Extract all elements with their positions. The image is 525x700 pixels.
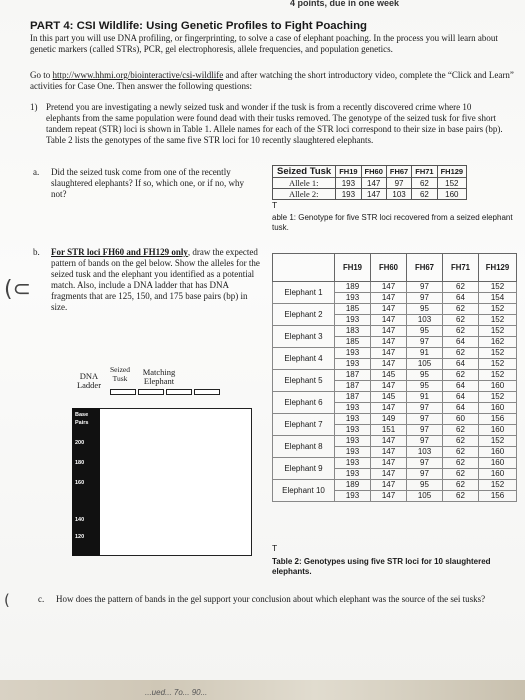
genotype-cell: 189 <box>335 282 371 293</box>
genotype-cell: 147 <box>371 381 407 392</box>
genotype-cell: 97 <box>407 436 443 447</box>
genotype-cell: 147 <box>371 326 407 337</box>
genotype-cell: 62 <box>443 326 479 337</box>
table-2-caption: Table 2: Genotypes using five STR loci for 10 slaughtered elephants. <box>272 557 491 576</box>
footer-text: ...ued... 7o... 90... <box>145 688 208 697</box>
question-c-label: c. <box>38 594 45 604</box>
header-stub: 4 points, due in one week <box>290 0 400 8</box>
gel-header-ladder: DNA Ladder <box>76 371 102 390</box>
genotype-cell: 62 <box>443 282 479 293</box>
seized-tusk-corner: Seized Tusk <box>273 166 336 178</box>
genotype-cell: 187 <box>335 392 371 403</box>
genotype-cell: 145 <box>371 392 407 403</box>
genotype-cell: 160 <box>479 458 517 469</box>
t1-cell: 97 <box>386 178 411 189</box>
question-b-text: , draw the expected pattern of bands on the gel below. Show the alleles for the seized tusk and the elephant you identified as a potential match. Also, include a DNA ladder that has DNA fragments that are 125, 150, and 175 base pairs (bp) in size. <box>51 247 260 312</box>
genotype-cell: 147 <box>371 315 407 326</box>
genotype-cell: 64 <box>443 392 479 403</box>
elephant-name: Elephant 3 <box>273 326 335 348</box>
genotype-cell: 193 <box>335 414 371 425</box>
t1-cell: 193 <box>336 189 361 200</box>
t1-cell: 62 <box>412 189 437 200</box>
genotype-cell: 152 <box>479 315 517 326</box>
genotype-cell: 91 <box>407 392 443 403</box>
t1-cell: 103 <box>386 189 411 200</box>
genotype-cell: 62 <box>443 370 479 381</box>
genotype-cell: 97 <box>407 458 443 469</box>
t1-cell: 160 <box>437 189 467 200</box>
genotype-cell: 193 <box>335 315 371 326</box>
genotype-cell: 62 <box>443 436 479 447</box>
margin-bracket-mark: (⊂ <box>4 277 32 302</box>
genotype-cell: 162 <box>479 337 517 348</box>
genotype-cell: 187 <box>335 370 371 381</box>
genotype-cell: 147 <box>371 293 407 304</box>
genotype-cell: 152 <box>479 436 517 447</box>
genotype-cell: 95 <box>407 304 443 315</box>
table-1-caption-t: T <box>272 200 278 210</box>
margin-bracket-mark: ( <box>4 591 10 609</box>
genotype-cell: 97 <box>407 414 443 425</box>
elephant-name: Elephant 8 <box>273 436 335 458</box>
biointeractive-link[interactable]: http://www.hhmi.org/biointeractive/csi-wildlife <box>52 70 224 80</box>
genotype-cell: 193 <box>335 447 371 458</box>
goto-suffix: and after watching the short introductory video, complete the “Click and Learn” activities for Case One. Then answer the following questions: <box>30 70 514 91</box>
genotype-cell: 62 <box>443 458 479 469</box>
seized-tusk-table <box>272 165 467 200</box>
genotype-cell: 103 <box>407 447 443 458</box>
genotype-cell: 97 <box>407 469 443 480</box>
ladder-tick: 160 <box>75 480 85 486</box>
gel-well <box>138 389 164 395</box>
genotype-cell: 147 <box>371 348 407 359</box>
goto-paragraph <box>30 70 515 92</box>
genotype-cell: 156 <box>479 491 517 502</box>
genotype-cell: 152 <box>479 282 517 293</box>
genotype-cell: 64 <box>443 403 479 414</box>
elephant-name: Elephant 6 <box>273 392 335 414</box>
genotype-cell: 62 <box>443 425 479 436</box>
genotype-corner <box>273 254 335 282</box>
genotype-cell: 97 <box>407 403 443 414</box>
genotype-cell: 147 <box>371 359 407 370</box>
table-row <box>273 189 467 200</box>
genotype-cell: 62 <box>443 469 479 480</box>
allele-2-label: Allele 2: <box>273 189 336 200</box>
genotype-cell: 151 <box>371 425 407 436</box>
genotype-cell: 160 <box>479 469 517 480</box>
ladder-tick: 140 <box>75 517 85 523</box>
intro-paragraph: In this part you will use DNA profiling, or fingerprinting, to solve a case of elephant poaching. In the process you will learn about genetic markers (called STRs), PCR, gel electrophoresis, allele frequencies, and population genetics. <box>30 33 498 54</box>
genotype-cell: 193 <box>335 359 371 370</box>
elephant-name: Elephant 4 <box>273 348 335 370</box>
table-row <box>273 414 517 425</box>
genotype-cell: 60 <box>443 414 479 425</box>
table-row <box>273 370 517 381</box>
t1-header: FH129 <box>437 166 467 178</box>
genotype-cell: 152 <box>479 480 517 491</box>
genotype-cell: 147 <box>371 337 407 348</box>
genotype-cell: 152 <box>479 359 517 370</box>
t1-cell: 147 <box>361 189 386 200</box>
t2-header: FH60 <box>371 254 407 282</box>
genotype-cell: 64 <box>443 381 479 392</box>
question-1-text: Pretend you are investigating a newly seized tusk and wonder if the tusk is from a recently discovered crime where 10 elephants from the same population were found dead with their tusks removed. The genotype of the seized tusk for five short tandem repeat (STR) loci is shown in Table 1. Allele names for each of the STR loci correspond to their size in base pairs (bp). Table 2 lists the genotypes of the same five STR loci for 10 recently slaughtered elephants. <box>46 102 503 145</box>
t1-header: FH19 <box>336 166 361 178</box>
t1-header: FH60 <box>361 166 386 178</box>
genotype-cell: 62 <box>443 447 479 458</box>
ladder-tick: 120 <box>75 534 85 540</box>
gel-well <box>166 389 192 395</box>
genotype-cell: 193 <box>335 348 371 359</box>
genotype-cell: 160 <box>479 425 517 436</box>
genotype-cell: 183 <box>335 326 371 337</box>
genotype-cell: 193 <box>335 436 371 447</box>
genotype-cell: 152 <box>479 326 517 337</box>
table-row <box>273 326 517 337</box>
genotype-cell: 193 <box>335 491 371 502</box>
table-row <box>273 304 517 315</box>
genotype-cell: 189 <box>335 480 371 491</box>
genotype-cell: 193 <box>335 469 371 480</box>
ladder-tick: 180 <box>75 460 85 466</box>
gel-header-matching-elephant: Matching Elephant <box>142 367 176 386</box>
ladder-pairs-label: Pairs <box>75 420 89 426</box>
question-1-number: 1) <box>30 102 38 112</box>
genotype-cell: 147 <box>371 491 407 502</box>
goto-prefix: Go to <box>30 70 53 80</box>
genotype-cell: 95 <box>407 326 443 337</box>
table-2-caption-t: T <box>272 543 278 553</box>
t1-cell: 193 <box>336 178 361 189</box>
genotype-cell: 97 <box>407 425 443 436</box>
genotype-cell: 185 <box>335 337 371 348</box>
seized-tusk-header-row <box>273 166 467 178</box>
genotype-cell: 62 <box>443 315 479 326</box>
genotype-cell: 185 <box>335 304 371 315</box>
question-b-label: b. <box>33 247 40 257</box>
genotype-cell: 147 <box>371 480 407 491</box>
table-row <box>273 458 517 469</box>
genotype-cell: 62 <box>443 304 479 315</box>
genotype-cell: 147 <box>371 282 407 293</box>
genotype-cell: 147 <box>371 403 407 414</box>
genotype-cell: 62 <box>443 491 479 502</box>
t1-header: FH71 <box>412 166 437 178</box>
t1-header: FH67 <box>386 166 411 178</box>
genotype-body <box>273 282 517 502</box>
table-row <box>273 392 517 403</box>
genotype-cell: 147 <box>371 304 407 315</box>
genotype-cell: 147 <box>371 469 407 480</box>
genotype-cell: 105 <box>407 359 443 370</box>
genotype-cell: 95 <box>407 381 443 392</box>
genotype-cell: 95 <box>407 480 443 491</box>
genotype-cell: 147 <box>371 447 407 458</box>
genotype-cell: 97 <box>407 337 443 348</box>
ladder-base-label: Base <box>75 412 89 418</box>
t1-cell: 62 <box>412 178 437 189</box>
genotype-cell: 160 <box>479 447 517 458</box>
genotype-cell: 152 <box>479 370 517 381</box>
table-row <box>273 178 467 189</box>
genotype-cell: 147 <box>371 436 407 447</box>
genotype-cell: 64 <box>443 359 479 370</box>
genotype-cell: 64 <box>443 337 479 348</box>
genotype-cell: 147 <box>371 458 407 469</box>
allele-1-label: Allele 1: <box>273 178 336 189</box>
genotype-cell: 149 <box>371 414 407 425</box>
elephant-name: Elephant 9 <box>273 458 335 480</box>
genotype-cell: 103 <box>407 315 443 326</box>
gel-well <box>194 389 220 395</box>
genotype-cell: 152 <box>479 392 517 403</box>
table-row <box>273 282 517 293</box>
elephant-name: Elephant 7 <box>273 414 335 436</box>
genotype-cell: 152 <box>479 304 517 315</box>
genotype-cell: 187 <box>335 381 371 392</box>
t2-header: FH19 <box>335 254 371 282</box>
t1-cell: 147 <box>361 178 386 189</box>
genotype-cell: 62 <box>443 348 479 359</box>
page-title: PART 4: CSI Wildlife: Using Genetic Profiles to Fight Poaching <box>30 20 367 32</box>
t2-header: FH129 <box>479 254 517 282</box>
genotype-cell: 62 <box>443 480 479 491</box>
genotype-cell: 97 <box>407 282 443 293</box>
ladder-tick: 200 <box>75 440 85 446</box>
genotype-cell: 145 <box>371 370 407 381</box>
question-a-text: Did the seized tusk come from one of the recently slaughtered elephants? If so, which one, or if no, why not? <box>51 167 244 199</box>
gel-header-seized-tusk: Seized Tusk <box>110 365 130 383</box>
genotype-header-row <box>273 254 517 282</box>
genotype-cell: 95 <box>407 370 443 381</box>
question-b-underlined: For STR loci FH60 and FH129 only <box>51 247 188 257</box>
genotype-cell: 152 <box>479 348 517 359</box>
photo-bottom-strip <box>0 680 525 700</box>
genotype-cell: 193 <box>335 458 371 469</box>
elephant-name: Elephant 1 <box>273 282 335 304</box>
genotype-cell: 193 <box>335 425 371 436</box>
question-a-label: a. <box>33 167 40 177</box>
genotype-cell: 154 <box>479 293 517 304</box>
question-c-text: How does the pattern of bands in the gel support your conclusion about which elephant was the source of the sei tusks? <box>56 594 486 604</box>
elephant-name: Elephant 5 <box>273 370 335 392</box>
genotype-cell: 91 <box>407 348 443 359</box>
t2-header: FH71 <box>443 254 479 282</box>
genotype-cell: 156 <box>479 414 517 425</box>
table-row <box>273 480 517 491</box>
genotype-cell: 160 <box>479 381 517 392</box>
gel-well <box>110 389 136 395</box>
elephant-genotype-table <box>272 253 517 502</box>
genotype-cell: 64 <box>443 293 479 304</box>
genotype-cell: 193 <box>335 403 371 414</box>
elephant-name: Elephant 2 <box>273 304 335 326</box>
table-row <box>273 436 517 447</box>
t1-cell: 152 <box>437 178 467 189</box>
genotype-cell: 97 <box>407 293 443 304</box>
elephant-name: Elephant 10 <box>273 480 335 502</box>
genotype-cell: 105 <box>407 491 443 502</box>
question-b-text-wrap <box>51 247 265 313</box>
table-row <box>273 348 517 359</box>
t2-header: FH67 <box>407 254 443 282</box>
genotype-cell: 193 <box>335 293 371 304</box>
genotype-cell: 160 <box>479 403 517 414</box>
table-1-caption: able 1: Genotype for five STR loci recovered from a seized elephant tusk. <box>272 213 513 232</box>
